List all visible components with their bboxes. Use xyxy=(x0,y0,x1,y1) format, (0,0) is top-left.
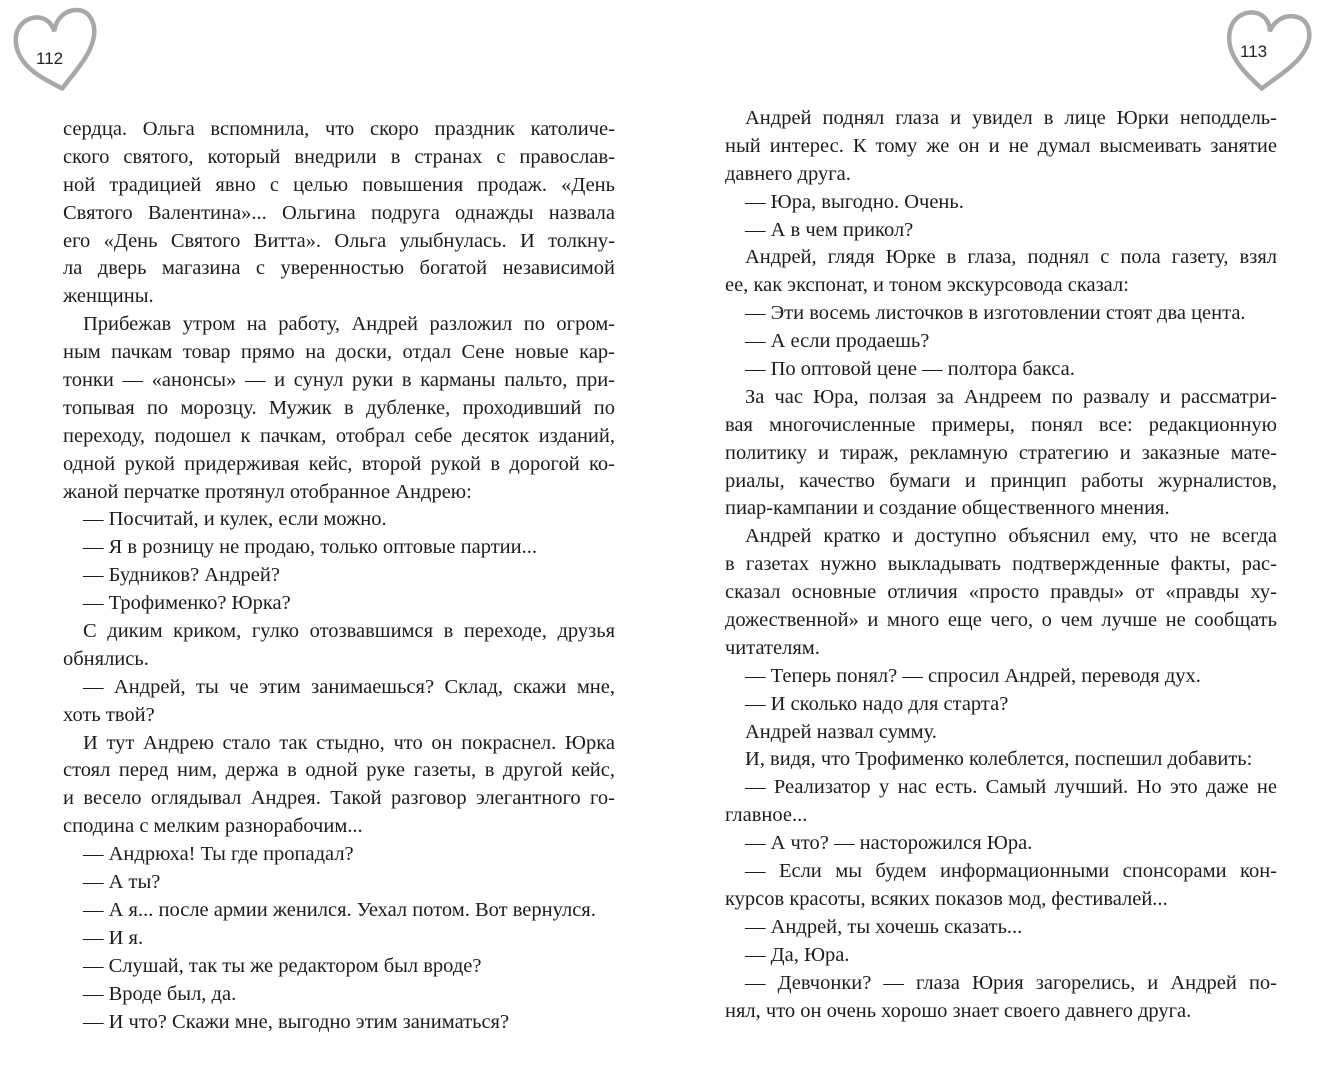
text-line: его «День Святого Витта». Ольга улыбнулась. И толкну- xyxy=(63,229,615,252)
text-line: сердца. Ольга вспомнила, что скоро праздник католиче- xyxy=(63,118,615,140)
text-line: — Если мы будем информационными спонсорами кон- xyxy=(745,860,1277,883)
page-number: 112 xyxy=(36,49,64,68)
text-line: вая многочисленные примеры, понял все: редакционную xyxy=(725,413,1277,436)
text-line: — Посчитай, и кулек, если можно. xyxy=(83,508,387,531)
text-line: — И я. xyxy=(83,926,144,949)
text-line: дожественной» и много еще чего, о чем лучше не сообщать xyxy=(725,609,1277,632)
text-line: пиар-кампании и создание общественного мнения. xyxy=(725,497,1170,520)
text-line: ее, как экспонат, и тоном экскурсовода сказал: xyxy=(725,274,1129,297)
text-line: женщины. xyxy=(63,285,154,308)
text-line: сподина с мелким разнорабочим... xyxy=(63,815,363,838)
text-line: обнялись. xyxy=(63,647,149,670)
text-line: — Будников? Андрей? xyxy=(83,564,280,587)
text-line: — Трофименко? Юрка? xyxy=(83,592,291,615)
text-line: — И что? Скажи мне, выгодно этим заниматься? xyxy=(83,1010,510,1033)
text-line: — А ты? xyxy=(83,871,161,894)
text-line: — Теперь понял? — спросил Андрей, переводя дух. xyxy=(745,664,1201,687)
page-number: 113 xyxy=(1240,42,1268,61)
text-line: — А в чем прикол? xyxy=(745,218,914,241)
text-line: тонки — «анонсы» — и сунул руки в карманы пальто, при- xyxy=(63,369,615,392)
page-text xyxy=(725,105,1277,1025)
right-page xyxy=(666,0,1332,1080)
text-line: в газетах нужно выкладывать подтвержденные факты, рас- xyxy=(725,553,1277,576)
text-line: курсов красоты, всяких показов мод, фестивалей... xyxy=(725,887,1168,910)
text-line: С диким криком, гулко отозвавшимся в переходе, друзья xyxy=(83,620,615,643)
text-line: одной рукой придерживая кейс, второй рукой в дорогой ко- xyxy=(63,452,615,475)
text-line: политику и тираж, рекламную стратегию и заказные мате- xyxy=(725,441,1277,464)
text-line: — Андрей, ты че этим занимаешься? Склад, скажи мне, xyxy=(83,675,615,698)
text-line: — Андрюха! Ты где пропадал? xyxy=(83,843,354,866)
text-line: сказал основные отличия «просто правды» от «правды ху- xyxy=(725,581,1277,604)
text-line: И, видя, что Трофименко колеблется, поспешил добавить: xyxy=(745,748,1253,771)
text-line: За час Юра, ползая за Андреем по развалу и рассматри- xyxy=(745,385,1277,408)
text-line: — Андрей, ты хочешь сказать... xyxy=(745,915,1023,938)
text-line: переходу, подошел к пачкам, отобрал себе десяток изданий, xyxy=(63,424,615,447)
text-line: Андрей назвал сумму. xyxy=(745,720,937,743)
text-line: ным пачкам товар прямо на доски, отдал Сене новые кар- xyxy=(63,341,615,364)
text-line: — И сколько надо для старта? xyxy=(745,692,1009,715)
page-text xyxy=(63,116,615,1036)
text-line: — Вроде был, да. xyxy=(83,982,237,1005)
text-line: ный интерес. К тому же он и не думал высмеивать занятие xyxy=(725,134,1277,157)
text-line: хоть твой? xyxy=(63,703,155,726)
text-line: И тут Андрею стало так стыдно, что он покраснел. Юрка xyxy=(83,731,615,754)
text-line: риалы, качество бумаги и принцип работы журналистов, xyxy=(725,469,1277,492)
text-line: ла дверь магазина с уверенностью богатой независимой xyxy=(63,257,615,280)
text-line: нял, что он очень хорошо знает своего давнего друга. xyxy=(725,999,1192,1022)
text-line: читателям. xyxy=(725,636,820,659)
text-line: жаной перчатке протянул отобранное Андрею: xyxy=(63,480,472,503)
text-line: Андрей, глядя Юрке в глаза, поднял с пола газету, взял xyxy=(745,246,1277,269)
text-line: — Эти восемь листочков в изготовлении стоят два цента. xyxy=(745,302,1246,325)
text-line: топывая по морозцу. Мужик в дубленке, проходивший по xyxy=(63,396,615,419)
text-line: — Реализатор у нас есть. Самый лучший. Но это даже не xyxy=(745,776,1277,799)
text-line: Андрей поднял глаза и увидел в лице Юрки неподдель- xyxy=(745,107,1277,129)
text-line: Прибежав утром на работу, Андрей разложил по огром- xyxy=(83,313,615,336)
text-line: — Юра, выгодно. Очень. xyxy=(745,190,964,213)
text-line: — Я в розницу не продаю, только оптовые партии... xyxy=(83,536,537,559)
text-line: Святого Валентина»... Ольгина подруга однажды назвала xyxy=(63,201,615,224)
text-line: — Девчонки? — глаза Юрия загорелись, и Андрей по- xyxy=(745,971,1277,994)
text-line: стоял перед ним, держа в одной руке газеты, в другой кейс, xyxy=(63,759,615,782)
text-line: ского святого, который внедрили в странах с православ- xyxy=(63,145,615,168)
text-line: — А если продаешь? xyxy=(745,330,930,353)
text-line: ной традицией явно с целью повышения продаж. «День xyxy=(63,173,615,196)
text-line: главное... xyxy=(725,804,808,827)
text-line: и весело оглядывал Андрея. Такой разговор элегантного го- xyxy=(63,787,615,810)
text-line: — Да, Юра. xyxy=(745,943,850,966)
text-line: Андрей кратко и доступно объяснил ему, что не всегда xyxy=(745,525,1277,548)
text-line: — А что? — насторожился Юра. xyxy=(745,832,1033,855)
text-line: — А я... после армии женился. Уехал потом. Вот вернулся. xyxy=(83,898,596,921)
text-line: — По оптовой цене — полтора бакса. xyxy=(745,358,1075,381)
text-line: — Слушай, так ты же редактором был вроде? xyxy=(83,954,482,977)
text-line: давнего друга. xyxy=(725,162,851,185)
